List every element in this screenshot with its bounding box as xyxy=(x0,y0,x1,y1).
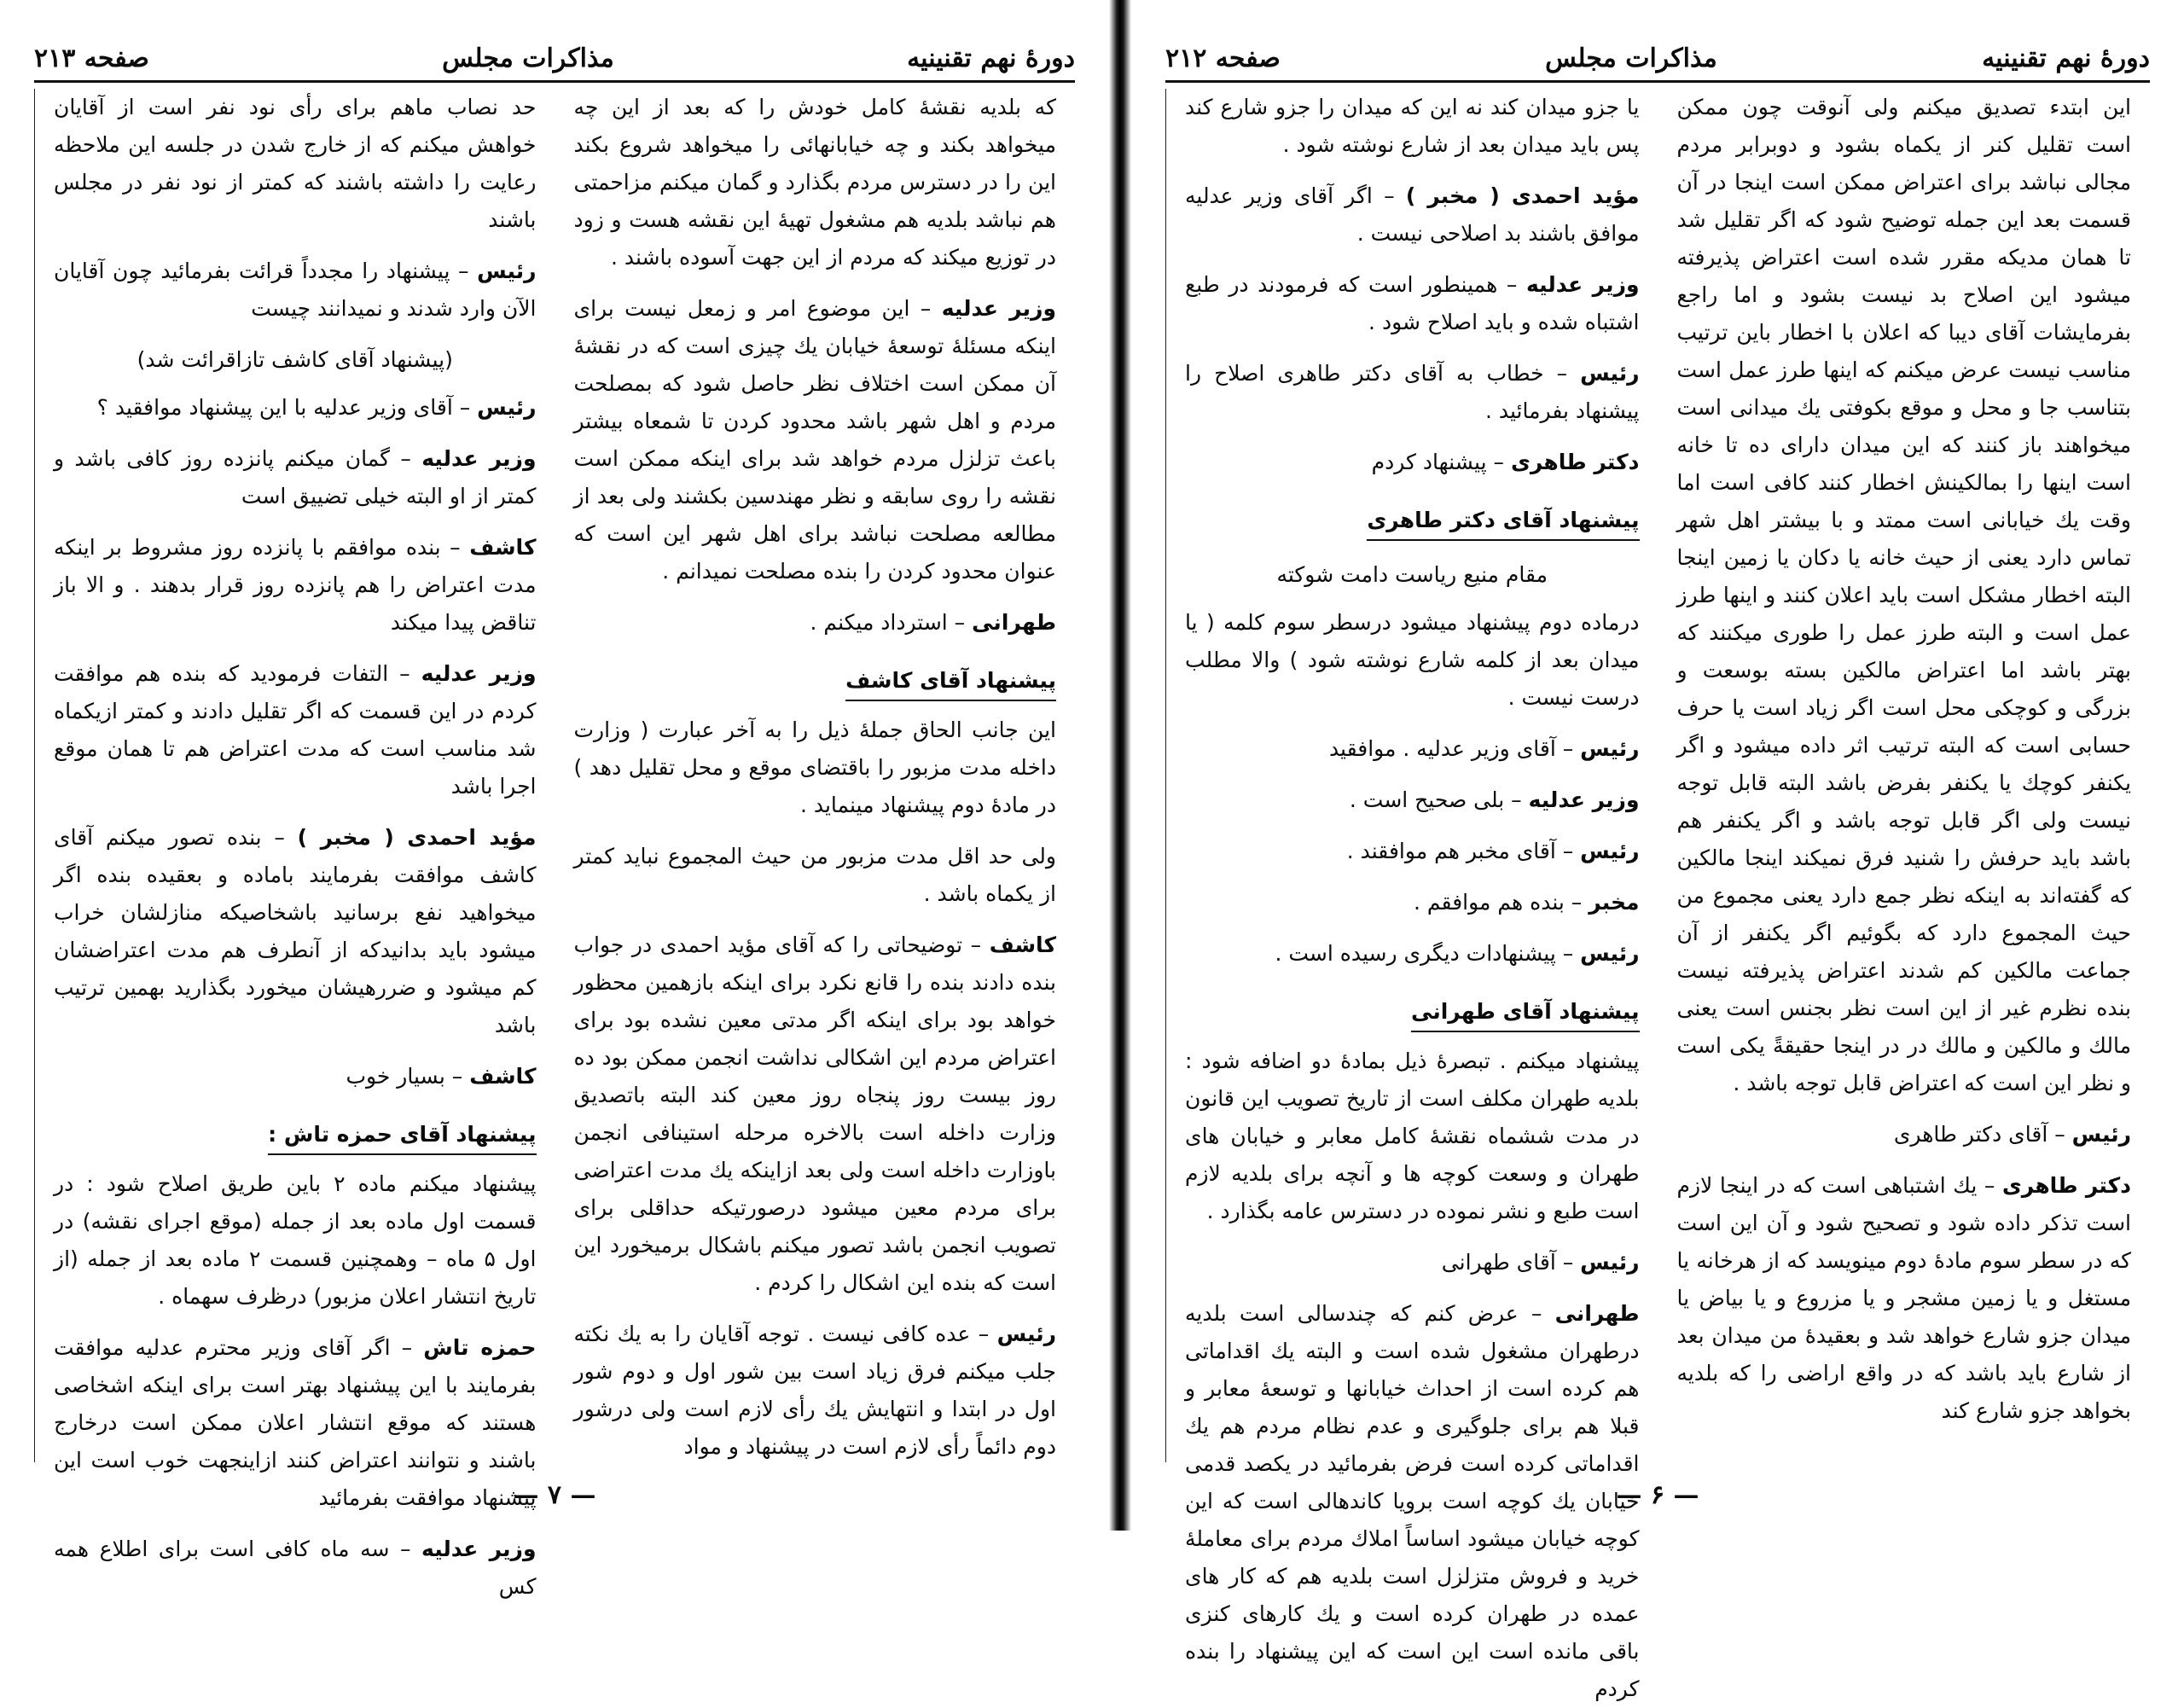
paragraph xyxy=(1185,444,1640,481)
paragraph xyxy=(1185,89,1640,164)
speaker-name: رئیس xyxy=(996,1322,1056,1346)
paragraph-text: این جانب الحاق جملهٔ ذیل را به آخر عبارت ( وزارت داخله مدت مزبور را باقتضای موقع و محل تقلیل دهد ) در مادهٔ دوم پیشنهاد مینماید . xyxy=(573,717,1056,817)
publication-title: مذاکرات مجلس xyxy=(1545,43,1717,73)
speaker-name: رئیس xyxy=(2071,1122,2131,1147)
paragraph xyxy=(1185,177,1640,253)
paragraph-text: – آقای وزیر عدلیه . موافقید xyxy=(1328,736,1581,761)
speaker-name: رئیس xyxy=(1580,361,1640,386)
speaker-name: رئیس xyxy=(1580,941,1640,966)
paragraph-text: – استرداد میکنم . xyxy=(810,610,973,635)
running-head xyxy=(34,41,1075,75)
paragraph-text: این ابتدء تصدیق میکنم ولی آنوقت چون ممکن است تقلیل کنر از یکماه بشود و دوبرابر مردم مجالی نباشد برای اعتراض ممکن است اینجا در آن قسمت بعد این جمله توضیح شود که اگر تقلیل شد تا همان مدیکه مقرر شده است اعتراض پذیرفته میشود این اصلاح بد نیست بشود و اما راجع بفرمایشات آقای دیبا که اعلان با اخطار باین ترتیب مناسب نیست عرض میکنم که اینها طرز عمل است بتناسب جا و محل و موقع بکوفتی یك میدانی است میخواهند باز کنند که این میدان دارای ده تا خانه است اینها را بمالکینش اخطار کنند کافی است اما وقت یك خیابانی است ممتد و با بیشتر اهل شهر تماس دارد یعنی از حیث خانه یا دکان یا زمین اینجا البته اخطار مشکل است باید اعلان کنند و اینها طرز عمل است و البته طرز عمل را طوری میکنند که بهتر باشد اما اعتراض مالکین بسته بوسعت و بزرگی و کوچکی محل است اگر زیاد است یا حرف حسابی است که البته ترتیب اثر داده میشود و اگر یکنفر کوچك یا یکنفر بفرض باشد البته قابل توجه نیست ولی اگر قابل توجه باشد و اگر یکنفر هم باشد باید حرفش را شنید فرق نمیکند اینجا مالکین که گفته‌اند به اینکه نظر جمع دارد یعنی مجموع من حیث المجموع دارد که بگوئیم اگر یکنفر از آن جماعت مالکین کم شدند اعتراض پذیرفته نیست بنده نظرم غیر از این است نظر بجنس است یعنی مالك و مالکین و مالك در در اینجا حقیقةً یکی است و نظر این است که اعتراض قابل توجه باشد . xyxy=(1676,95,2131,1095)
paragraph-text: پیشنهاد میکنم ماده ۲ باین طریق اصلاح شود : در قسمت اول ماده بعد از جمله (موقع اجرای نقشه) در اول ۵ ماه – وهمچنین قسمت ۲ ماده بعد از جمله (از تاریخ انتشار اعلان مزبور) درظرف سهماه . xyxy=(54,1171,537,1309)
paragraph-text: پیشنهاد میکنم . تبصرهٔ ذیل بمادهٔ دو اضافه شود : بلدیه طهران مکلف است از تاریخ تصویب این قانون در مدت ششماه نقشهٔ کامل معابر و خیابان های طهران و وسعت کوچه ها و آنچه برای بلدیه لازم است طبع و نشر نموده در دسترس عامه بگذارد . xyxy=(1185,1049,1640,1223)
paragraph-text: – بنده هم موافقم . xyxy=(1414,890,1589,915)
columns xyxy=(1165,89,2150,1701)
paragraph-text: – سه ماه کافی است برای اطلاع همه کس xyxy=(54,1537,537,1599)
paragraph-text: – آقای وزیر عدلیه با این پیشنهاد موافقید ؟ xyxy=(96,395,478,420)
speaker-name: مؤید احمدی ( مخبر ) xyxy=(297,825,537,850)
speaker-name: مؤید احمدی ( مخبر ) xyxy=(1405,183,1640,208)
paragraph xyxy=(1185,833,1640,870)
paragraph-text: درماده دوم پیشنهاد میشود درسطر سوم کلمه ( یا میدان بعد از کلمه شارع نوشته شود ) والا مطلب درست نیست . xyxy=(1185,610,1640,710)
paragraph xyxy=(54,389,537,427)
paragraph xyxy=(1185,935,1640,973)
paragraph xyxy=(1185,266,1640,341)
speaker-name: دکتر طاهری xyxy=(2001,1173,2132,1198)
paragraph-text: – عده کافی نیست . توجه آقایان را به یك نکته جلب میکنم فرق زیاد است بین شور اول و دوم شور اول در ابتدا و انتهایش یك رأی لازم است ولی درشور دوم دائماً رأی لازم است در پیشنهاد و مواد xyxy=(573,1322,1056,1459)
paragraph xyxy=(1185,781,1640,819)
paragraph-text: – بنده تصور میکنم آقای کاشف موافقت بفرمایند باماده و بعقیده بنده اگر میخواهید نفع برسانید باشخاصیکه منازلشان خراب میشود باید بدانیدکه از آنطرف هم مدت اعتراضشان کم میشود و ضررهیشان میخورد بگذارید بهمین ترتیب باشد xyxy=(54,825,537,1037)
running-head xyxy=(1165,41,2150,75)
paragraph-text: – آقای طهرانی xyxy=(1441,1250,1581,1275)
paragraph-text: – التفات فرمودید که بنده هم موافقت کردم در این قسمت که اگر تقلیل دادند و کمتر ازیکماه شد مناسب است که مدت اعتراض هم تا همان موقع اجرا باشد xyxy=(54,661,537,799)
paragraph-text: – این موضوع امر و زمعل نیست برای اینکه مسئلهٔ توسعهٔ خیابان یك چیزی است که در نقشهٔ آن ممکن است اختلاف نظر حاصل شود که بمصلحت مردم و اهل شهر باشد محدود کردن تا شمعاه بیشتر باعث تزلزل مردم خواهد شد برای اینکه ممکن است نقشه را روی سابقه و نظر مهندسین بکشند ولی بعد از مطالعه مصلحت نباشد برای اهل شهر این است که عنوان محدود کردن را بنده مصلحت نمیدانم . xyxy=(573,296,1056,584)
paragraph xyxy=(574,89,1057,276)
page-label: صفحه ۲۱۲ xyxy=(1165,43,1281,73)
right-page xyxy=(1131,0,2184,1701)
paragraph xyxy=(574,1316,1057,1466)
paragraph xyxy=(574,712,1057,824)
paragraph-text: – پیشنهادات دیگری رسیده است . xyxy=(1275,941,1581,966)
paragraph xyxy=(574,927,1057,1302)
left-page xyxy=(0,0,1109,1599)
publication-title: مذاکرات مجلس xyxy=(442,43,614,73)
paragraph xyxy=(1185,730,1640,768)
speaker-name: رئیس xyxy=(1580,736,1640,761)
paragraph xyxy=(1185,1043,1640,1230)
paragraph-text: مقام منیع ریاست دامت شوکته xyxy=(1276,562,1548,587)
paragraph xyxy=(574,838,1057,913)
paragraph-text: – یك اشتباهی است که در اینجا لازم است تذکر داده شود و تصحیح شود و آن این است که در سطر سوم مادهٔ دوم مینویسد که از هرخانه یا مستغل و یا زمین مشجر و یا مزروع و یا بیاض یا میدان جزو شارع خواهد شد و بعقیدهٔ من میدان بعد از شارع باید باشد که در واقع اراضی را که بلدیه بخواهد جزو شارع کند xyxy=(1676,1173,2131,1423)
paragraph-text: – بلی صحیح است . xyxy=(1349,787,1529,812)
paragraph xyxy=(54,529,537,642)
speaker-name: وزیر عدلیه xyxy=(941,296,1056,321)
column xyxy=(34,89,555,1599)
speaker-name: کاشف xyxy=(469,535,537,560)
paragraph xyxy=(54,253,537,328)
speaker-name: وزیر عدلیه xyxy=(421,1537,537,1561)
proposal-heading: پیشنهاد آقای حمزه تاش : xyxy=(268,1116,536,1155)
paragraph-text: (پیشنهاد آقای کاشف تازاقرائت شد) xyxy=(136,347,453,372)
header-rule xyxy=(1165,80,2150,83)
centered-line xyxy=(54,341,537,379)
speaker-name: کاشف xyxy=(989,932,1056,957)
column xyxy=(555,89,1076,1462)
paragraph-text: – بسیار خوب xyxy=(346,1064,470,1089)
paragraph-text: حد نصاب ماهم برای رأی نود نفر است از آقایان خواهش میکنم که از خارج شدن در جلسه این ملاحظه رعایت را داشته باشند که کمتر از نود نفر در مجلس باشند xyxy=(54,95,537,232)
proposal-heading: پیشنهاد آقای دکتر طاهری xyxy=(1367,502,1639,541)
speaker-name: دکتر طاهری xyxy=(1510,450,1640,474)
paragraph-text: ولی حد اقل مدت مزبور من حیث المجموع نباید کمتر از یکماه باشد . xyxy=(573,844,1056,906)
column xyxy=(1165,89,1658,1701)
session-label: دورهٔ نهم تقنینیه xyxy=(907,43,1075,73)
paragraph xyxy=(54,819,537,1044)
paragraph-text: – توضیحاتی را که آقای مؤید احمدی در جواب بنده دادند بنده را قانع نکرد برای اینکه بازهمین محظور خواهد بود برای اینکه اگر مدتی معین نشده بود برای اعتراض مردم این اشکالی نداشت انجمن ممکن بود ده روز بیست روز پنجاه روز معین کند البته باتصدیق وزارت داخله است بالاخره مرحله استینافی انجمن باوزارت داخله است ولی بعد ازاینکه یك مدت اعتراضی برای مردم معین میشود درصورتیکه حداقلی برای تصویب انجمن باشد تصور میکنم باشکال برمیخورد این است که بنده این اشکال را کردم . xyxy=(573,932,1056,1295)
speaker-name: وزیر عدلیه xyxy=(421,661,537,686)
paragraph xyxy=(54,1058,537,1095)
speaker-name: طهرانی xyxy=(1554,1301,1640,1326)
paragraph-text: – اگر آقای وزیر عدلیه موافق باشند بد اصلاحی نیست . xyxy=(1185,183,1640,246)
paragraph xyxy=(54,655,537,805)
paragraph xyxy=(1677,89,2132,1102)
page-number: — ۷ — xyxy=(513,1480,596,1510)
paragraph xyxy=(1185,355,1640,430)
speaker-name: رئیس xyxy=(1580,839,1640,863)
speaker-name: کاشف xyxy=(469,1064,537,1089)
speaker-name: وزیر عدلیه xyxy=(1528,787,1640,812)
paragraph-text: – پیشنهاد کردم xyxy=(1371,450,1511,474)
proposal-heading: پیشنهاد آقای کاشف xyxy=(845,662,1056,701)
paragraph xyxy=(574,604,1057,642)
speaker-name: رئیس xyxy=(477,259,537,283)
paragraph-text: – اگر آقای وزیر محترم عدلیه موافقت بفرمایند با این پیشنهاد بهتر است برای اینکه اشخاصی هستند که موقع انتشار اعلان ممکن است درخارج باشند و نتوانند اعتراض کنند ازاینجهت خوب است این پیشنهاد موافقت بفرمائید xyxy=(54,1335,537,1510)
columns xyxy=(34,89,1075,1599)
paragraph-text: – خطاب به آقای دکتر طاهری اصلاح را پیشنهاد بفرمائید . xyxy=(1185,361,1640,423)
paragraph-text: یا جزو میدان کند نه این که میدان را جزو شارع کند پس باید میدان بعد از شارع نوشته شود . xyxy=(1185,95,1640,157)
paragraph-text: – پیشنهاد را مجدداً قرائت بفرمائید چون آقایان الآن وارد شدند و نمیدانند چیست xyxy=(54,259,537,321)
speaker-name: رئیس xyxy=(1580,1250,1640,1275)
paragraph-text: – آقای دکتر طاهری xyxy=(1893,1122,2072,1147)
paragraph xyxy=(54,89,537,239)
page-number: — ۶ — xyxy=(1616,1480,1699,1510)
paragraph-text: – بنده موافقم با پانزده روز مشروط بر اینکه مدت اعتراض را هم پانزده روز قرار بدهند . و الا باز تناقض پیدا میکند xyxy=(54,535,537,635)
paragraph xyxy=(54,440,537,515)
header-rule xyxy=(34,80,1075,83)
column xyxy=(1658,89,2151,1462)
book-spine xyxy=(1109,0,1131,1531)
paragraph xyxy=(54,1165,537,1316)
paragraph-text: که بلدیه نقشهٔ کامل خودش را که بعد از این چه میخواهد بکند و چه خیابانهائی را میخواهد شروع بکند این را در دسترس مردم بگذارد و گمان میکنم مزاحمتی هم نباشد بلدیه هم مشغول تهیهٔ این نقشه هست و زود در توزیع میکند که مردم از این جهت آسوده باشند . xyxy=(573,95,1056,270)
speaker-name: مخبر xyxy=(1589,890,1640,915)
paragraph xyxy=(1677,1116,2132,1153)
proposal-heading: پیشنهاد آقای طهرانی xyxy=(1411,993,1639,1032)
paragraph-text: – همینطور است که فرمودند در طبع اشتباه شده و باید اصلاح شود . xyxy=(1185,272,1640,334)
paragraph-text: – عرض کنم که چندسالی است بلدیه درطهران مشغول شده است و البته یك اقداماتی هم کرده است از احداث خیابانها و توسعهٔ معابر و قبلا هم برای جلوگیری و عدم نظام مردم هم یك اقداماتی کرده است فرض بفرمائید در یکصد قدمی خیابان یك کوچه است برویا کاندهالی است که این کوچه خیابان میشود اساساً املاك مردم برای معاملهٔ خرید و فروش متزلزل است بلدیه هم که کار های عمده در طهران کرده است و یك کارهای کنزی باقی مانده است این است که این پیشنهاد را بنده کردم xyxy=(1185,1301,1640,1701)
speaker-name: وزیر عدلیه xyxy=(421,446,537,471)
paragraph xyxy=(54,1531,537,1606)
session-label: دورهٔ نهم تقنینیه xyxy=(1982,43,2150,73)
paragraph xyxy=(1185,1244,1640,1281)
page-label: صفحه ۲۱۳ xyxy=(34,43,149,73)
paragraph-text: – آقای مخبر هم موافقند . xyxy=(1346,839,1581,863)
speaker-name: رئیس xyxy=(477,395,537,420)
paragraph xyxy=(574,290,1057,590)
speaker-name: حمزه تاش xyxy=(423,1335,537,1360)
paragraph xyxy=(1185,604,1640,717)
paragraph xyxy=(1185,884,1640,921)
speaker-name: طهرانی xyxy=(972,610,1056,635)
paragraph xyxy=(1677,1167,2132,1430)
speaker-name: وزیر عدلیه xyxy=(1525,272,1640,297)
paragraph-text: – گمان میکنم پانزده روز کافی باشد و کمتر از او البته خیلی تضییق است xyxy=(54,446,537,508)
centered-line xyxy=(1185,556,1640,594)
